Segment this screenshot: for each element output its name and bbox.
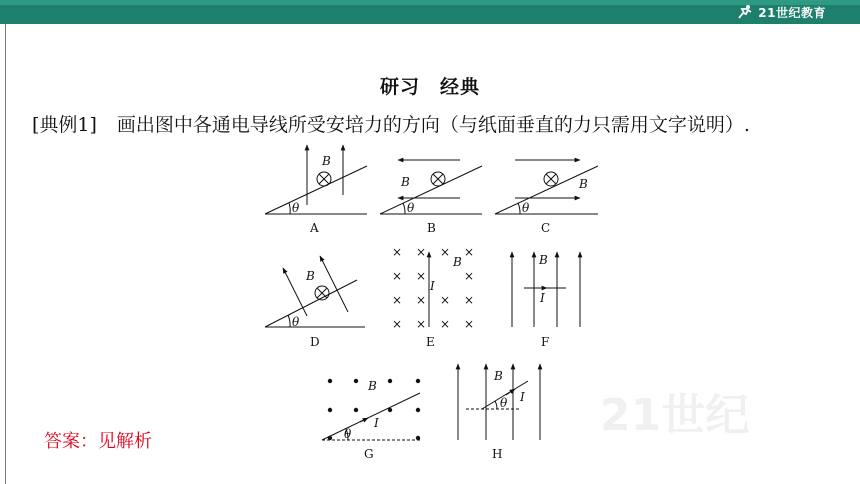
- angle-label: θ: [522, 201, 530, 215]
- field-label: B: [494, 369, 503, 383]
- dot-mark: [416, 408, 420, 412]
- panel-d: [265, 256, 365, 327]
- cross-mark: ×: [392, 317, 403, 331]
- problem-text: 画出图中各通电导线所受安培力的方向（与纸面垂直的力只需用文字说明）.: [116, 114, 750, 136]
- field-label: B: [539, 253, 548, 267]
- problem-tag: [典例1]: [32, 114, 97, 136]
- dot-mark: [328, 436, 332, 440]
- current-label: I: [430, 279, 435, 293]
- cross-mark: ×: [392, 293, 403, 307]
- cross-mark: ×: [416, 293, 427, 307]
- dot-mark: [328, 408, 332, 412]
- answer-text: 答案：见解析: [44, 431, 152, 452]
- svg-text:21世纪: 21世纪: [600, 390, 750, 441]
- dot-mark: [328, 379, 332, 383]
- panel-letter: H: [492, 447, 503, 461]
- cross-mark: ×: [464, 245, 475, 259]
- angle-label: θ: [292, 201, 300, 215]
- current-label: I: [520, 390, 525, 404]
- field-label: B: [306, 269, 315, 283]
- panel-letter: B: [427, 221, 436, 235]
- dot-mark: [388, 408, 392, 412]
- cross-mark: ×: [440, 317, 451, 331]
- angle-label: θ: [500, 396, 508, 410]
- cross-mark: ×: [392, 245, 403, 259]
- panel-g: [322, 393, 420, 440]
- logo-text: 21世纪教育: [758, 5, 826, 20]
- panel-letter: A: [310, 221, 319, 235]
- cross-mark: ×: [416, 245, 427, 259]
- panel-letter: G: [364, 447, 374, 461]
- field-label: B: [368, 379, 377, 393]
- angle-label: θ: [292, 315, 300, 329]
- dot-mark: [354, 408, 358, 412]
- cross-mark: ×: [416, 317, 427, 331]
- cross-mark: ×: [440, 293, 451, 307]
- panel-letter: E: [426, 335, 435, 349]
- field-label: B: [322, 154, 331, 168]
- cross-mark: ×: [464, 317, 475, 331]
- section-title: 研习 经典: [379, 76, 480, 98]
- cross-mark: ×: [440, 245, 451, 259]
- cross-mark: ×: [464, 293, 475, 307]
- panel-a: [265, 145, 367, 214]
- cross-mark: ×: [416, 269, 427, 283]
- angle-label: θ: [344, 427, 352, 441]
- field-label: B: [453, 255, 462, 269]
- current-label: I: [540, 291, 545, 305]
- dot-mark: [354, 379, 358, 383]
- panel-letter: D: [310, 335, 320, 349]
- field-label: B: [579, 177, 588, 191]
- dot-mark: [388, 379, 392, 383]
- dot-mark: [416, 379, 420, 383]
- dot-mark: [416, 436, 420, 440]
- angle-label: θ: [407, 201, 415, 215]
- panel-b: [380, 160, 482, 214]
- current-label: I: [374, 416, 379, 430]
- panel-letter: C: [541, 221, 551, 235]
- panel-letter: F: [541, 335, 550, 349]
- cross-mark: ×: [464, 269, 475, 283]
- cross-mark: ×: [392, 269, 403, 283]
- field-label: B: [401, 175, 410, 189]
